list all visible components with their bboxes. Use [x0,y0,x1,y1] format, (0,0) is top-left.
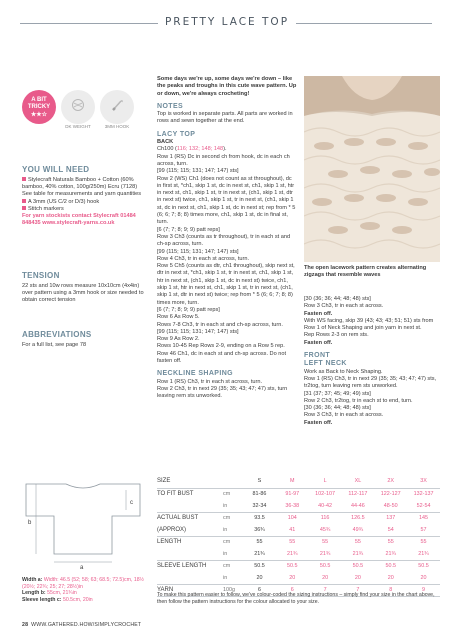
sleeve-measurement: Sleeve length c: 50.5cm, 20in [22,596,93,603]
yarn-ball-icon [71,98,85,112]
size-header-2x: 2X [374,474,407,488]
table-cell: 50.5 [385,563,396,570]
size-table-header [157,474,440,488]
left-neck-row-1-sts: [31 (37; 37; 45; 49; 49) sts] [304,390,371,397]
size-header-xl: XL [341,474,374,488]
table-cell: 50.5 [254,563,265,570]
back-row-3-sts: [99 (115; 115; 131; 147; 147) sts] [157,248,239,255]
neckline-row-2: Row 2 Ch3, tr in next 29 (35; 35; 43; 47; 47) sts, turn leaving rem sts unworked. [157,385,288,400]
table-cell: 137 [386,515,396,522]
page-header [0,14,452,34]
table-row [157,572,440,584]
header-rule-left [20,23,158,24]
back-row-1: Row 1 (RS) Dc in second ch from hook, dc in each ch across, turn. [157,153,290,167]
abbreviations-heading: ABBREVIATIONS [22,330,92,339]
yarn-weight-badge [61,90,95,124]
neckline-row-1: Row 1 (RS) Ch3, tr in each st across, turn. [157,378,263,385]
row-label: SLEEVE LENGTH [157,563,207,570]
back-row-4: Row 4 Ch3, tr in each st across, turn. [157,255,250,262]
fasten-off-2: Fasten off. [304,339,333,346]
table-cell: 21¾ [309,548,342,560]
size-header-3x: 3X [407,474,440,488]
table-cell: 50.5 [418,563,429,570]
left-neck-row-3: Row 3 Ch3, tr in each st across. [304,412,384,419]
crochet-hook-icon [110,98,124,112]
table-cell: 122-127 [380,491,401,498]
diagram-label-b: b [28,520,32,526]
notes-heading: NOTES [157,102,184,110]
diagram-label-a: a [80,565,84,570]
materials-markers: Stitch markers [22,206,144,213]
skill-line-1: A BIT [31,97,47,103]
footer-url[interactable]: WWW.GATHERED.HOW/SIMPLYCROCHET [31,622,142,628]
size-header-label: SIZE [157,474,223,488]
table-cell: 81-86 [252,491,267,498]
table-cell: 20 [276,572,309,584]
table-cell: 6 [276,584,309,596]
bullet-icon [22,177,26,181]
table-cell: 112-117 [348,491,368,498]
table-row [157,500,440,512]
fasten-off-3: Fasten off. [304,419,333,426]
size-table [157,474,440,597]
page-number: 28 [22,622,29,628]
size-header-unit [223,474,243,488]
rep-rows-line: Rep Rows 2-3 on rem sts. [304,332,369,339]
table-cell: 50.5 [319,563,331,570]
table-cell: 50.5 [287,563,298,570]
table-cell: 104 [287,515,297,522]
table-row [157,512,440,524]
size-header-s: S [243,474,276,488]
back-row-9: Row 9 As Row 2. [157,336,200,343]
row-label: ACTUAL BUST [157,515,199,522]
table-cell: 21¾ [341,548,374,560]
table-cell: 116 [320,515,330,522]
row-label: TO FIT BUST [157,491,194,498]
back-row-3: Row 3 Ch3 (counts as tr throughout), tr in each st and ch-sp across, turn. [157,233,291,248]
lacy-top-heading: LACY TOP [157,130,196,138]
header-rule-right [296,23,432,24]
table-row [157,536,440,548]
pattern-column-2 [304,296,440,427]
row-label: LENGTH [157,539,182,546]
table-cell: 21¾ [243,548,276,560]
table-cell: 55 [322,539,329,546]
size-table-note: To make this pattern easier to follow, we've colour-coded the sizing instructions – simply find your size in the chart above, then follow the pattern instructions for the colour allocated to your size. [157,592,435,605]
hook-size-label: 3MM HOOK [104,124,130,129]
page-title: PRETTY LACE TOP [164,16,290,28]
table-cell: 132-137 [413,491,434,498]
table-cell: 6 [243,584,276,596]
table-cell: 54 [374,524,407,536]
back-rows-7-8-sts: [99 (115; 115; 131; 147; 147) sts] [157,328,239,335]
pattern-badges [22,90,134,134]
table-cell: 20 [374,572,407,584]
back-row-6: Row 6 As Row 5. [157,314,200,321]
table-cell: 9 [407,584,440,596]
you-will-need-heading: YOU WILL NEED [22,165,90,174]
row-unit: in [223,500,243,512]
skill-stars: ★★☆ [30,112,48,118]
back-ch: Ch100 (116; 132; 148; 148). [157,146,227,153]
table-cell: 8 [374,584,407,596]
hook-size-badge [100,90,134,124]
skill-level-badge [22,90,56,124]
table-cell: 7 [309,584,342,596]
size-header-l: L [309,474,342,488]
table-cell: 55 [387,539,394,546]
row-unit: in [223,572,243,584]
front-heading: FRONT [304,352,331,360]
table-cell: 21¾ [374,548,407,560]
row-unit: cm [223,539,231,546]
table-row [157,488,440,500]
row-unit: cm [223,491,231,498]
row-unit: cm [223,563,231,570]
back-row-2: Row 2 (WS) Ch1 (does not count as st throughout), dc in first st, *ch1, skip 1 st, dc in next st, ch1, skip 1 st, htr in next st, ch1, skip 1 st, tr in next st, (ch1, skip 1 st, dtr in next st) twice, ch1, skip 1 st, tr in next st, (ch1, skip 1 st, dc in next st, ch1, skip 1 st, dc in next st; rep from * 5 (6; 6; 7; 8; 8) times more, ch1, skip 1 st, dc in final st, turn. [157,175,296,226]
lace-top-photo [304,76,440,262]
table-cell: 91-97 [285,491,300,498]
table-cell: 36¾ [243,524,276,536]
row-unit: cm [223,515,231,522]
width-measurement: Width a: Width: 46.5 (52; 58; 63; 68.5; 72.5)cm, 18½ (20½; 22¾; 25; 27; 28½)in [22,577,144,590]
bullet-icon [22,199,26,203]
size-header-m: M [276,474,309,488]
work-as-back: Work as Back to Neck Shaping. [304,368,383,375]
table-row [157,560,440,572]
row-unit: 100g [223,584,243,596]
notes-text: Top is worked in separate parts. All parts are worked in rows and sewn together at the end. [157,111,293,125]
photo-caption: The open lacework pattern creates alternating zigzags that resemble waves [304,265,427,279]
table-cell: 145 [419,515,429,522]
left-neck-row-2: Row 2 Ch3, tr2tog, tr in each st to end, turn. [304,397,413,404]
table-cell: 21¾ [276,548,309,560]
length-measurement: Length b: 55cm, 21¾in [22,590,77,597]
table-cell: 40-42 [309,500,342,512]
neck-row-3: Row 3 Ch3, tr in each st across. [304,303,384,310]
table-cell: 57 [407,524,440,536]
page-footer [22,622,141,628]
materials-list [22,177,144,227]
table-cell: 126.5 [351,515,365,522]
intro-text: Some days we're up, some days we're down – like the peaks and troughs in this cute wave pattern. Up or down, we're always crocheting! [157,76,297,97]
bullet-icon [22,206,26,210]
back-rows-10-45: Rows 10-45 Rep Rows 2-9, ending on a Row 5 rep. [157,343,285,350]
table-cell: 21¾ [407,548,440,560]
row-unit: in [223,524,243,536]
neck-sts: [30 (36; 36; 44; 48; 48) sts] [304,296,371,302]
back-row-5-reps: [6 (7; 7; 8; 9; 9) patt reps] [157,306,220,313]
table-cell: 55 [420,539,427,546]
row-label [157,548,223,560]
back-row-46: Row 46 Ch1, dc in each st and ch-sp across. Do not fasten off. [157,350,287,364]
table-cell: 50.5 [352,563,364,570]
table-cell: 48-50 [374,500,407,512]
table-cell: 45¾ [309,524,342,536]
tension-heading: TENSION [22,271,60,280]
yarn-weight-label: DK WEIGHT [65,124,91,129]
measurements-block [22,577,152,603]
neckline-heading: NECKLINE SHAPING [157,370,234,378]
back-rows-7-8: Rows 7-8 Ch3, tr in each st and ch-sp across, turn. [157,321,283,328]
table-cell: 20 [341,572,374,584]
row-label [157,500,223,512]
skill-line-2: TRICKY [27,104,51,110]
materials-yarn: Stylecraft Naturals Bamboo + Cotton (60% bamboo, 40% cotton, 100g/250m) Ecru (7128) See table for measurements and yarn quantities [22,177,142,198]
table-cell: 93.5 [254,515,265,522]
table-cell: 20 [407,572,440,584]
stockists-info: For yarn stockists contact Stylecraft 01484 848435 www.stylecraft-yarns.co.uk [22,213,136,227]
table-cell: 20 [243,572,276,584]
back-row-1-sts: [99 (115; 115; 131; 147; 147) sts] [157,168,239,175]
materials-hook: A 3mm (US C/2 or D/3) hook [22,199,144,206]
fasten-off-1: Fasten off. [304,310,333,317]
table-cell: 102-107 [315,491,335,498]
table-cell: 55 [354,539,361,546]
back-row-2-reps: [6 (7; 7; 8; 9; 9) patt reps] [157,226,220,233]
left-neck-row-1: Row 1 (RS) Ch3, tr in next 29 (35; 35; 43; 47; 47) sts, tr2tog, turn leaving rem sts unworked. [304,375,437,390]
ws-facing-line: With WS facing, skip 39 (43; 43; 43; 51; 51) sts from Row 1 of Neck Shaping and join yarn in next st. [304,317,434,332]
row-label: YARN [157,584,223,596]
table-row [157,548,440,560]
abbreviations-text: For a full list, see page 78 [22,342,87,348]
table-cell: 55 [289,539,296,546]
pattern-column-1 [157,76,297,400]
table-cell: 36-38 [276,500,309,512]
table-cell: 49¾ [341,524,374,536]
garment-schematic [22,480,144,570]
back-heading: BACK [157,139,174,146]
tension-text: 22 sts and 10w rows measure 10x10cm (4x4in) over pattern using a 3mm hook or size needed to obtain correct tension [22,283,144,304]
table-cell: 44-46 [341,500,374,512]
row-unit: in [223,548,243,560]
table-cell: 7 [341,584,374,596]
left-neck-row-2-sts: [30 (36; 36; 44; 48; 48) sts] [304,405,371,412]
row-label [157,572,223,584]
diagram-label-c: c [130,500,133,506]
row-label: (APPROX) [157,524,223,536]
table-cell: 41 [276,524,309,536]
back-row-5: Row 5 Ch5 (counts as dtr, ch1 throughout), skip next st, dtr in next st, *ch1, skip 1 st, tr in next st, ch1, skip 1 st, htr in next st, (ch1, skip 1 st, dc in next st) twice, ch1, skip 1 st, htr in next st, ch1, skip 1 st, tr in next st, (ch1, skip 1 st, dtr in next st) twice; rep from * 5 (6; 6; 7; 8; 8) times more, turn. [157,263,295,306]
table-cell: 32-34 [243,500,276,512]
table-cell: 55 [256,539,263,546]
table-cell: 52-54 [407,500,440,512]
table-cell: 20 [309,572,342,584]
left-neck-heading: LEFT NECK [304,360,347,368]
table-row [157,524,440,536]
